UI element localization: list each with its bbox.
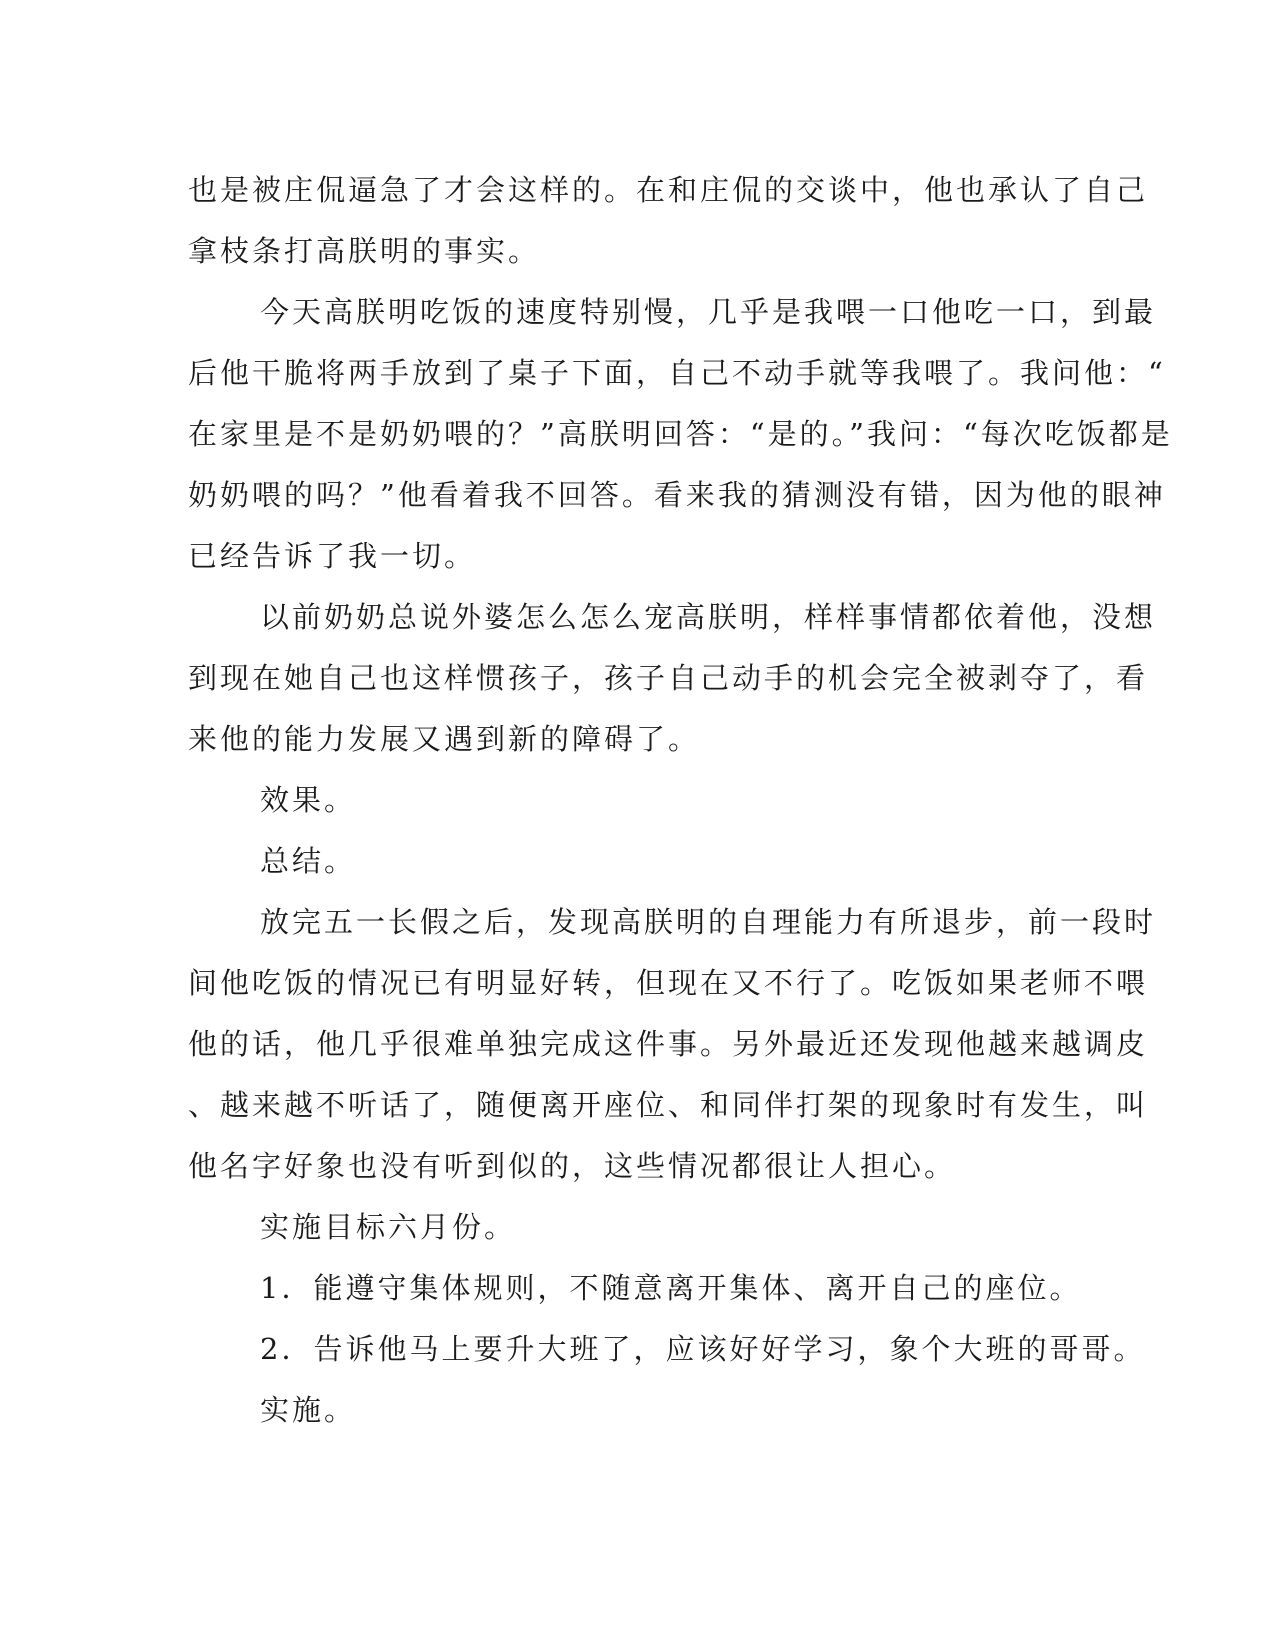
- text-line: 他名字好象也没有听到似的，这些情况都很让人担心。: [188, 1149, 957, 1183]
- text-line: 放完五一长假之后，发现高朕明的自理能力有所退步，前一段时: [260, 905, 1157, 939]
- text-line: 他的话，他几乎很难单独完成这件事。另外最近还发现他越来越调皮: [188, 1027, 1149, 1061]
- text-line: 奶奶喂的吗？”他看着我不回答。看来我的猜测没有错，因为他的眼神: [188, 478, 1166, 512]
- paragraph-summary: [188, 831, 1078, 892]
- text-line: 已经告诉了我一切。: [188, 539, 477, 573]
- text-line: 实施目标六月份。: [260, 1210, 517, 1244]
- text-line: 以前奶奶总说外婆怎么怎么宠高朕明，样样事情都依着他，没想: [260, 600, 1157, 634]
- text-line: 今天高朕明吃饭的速度特别慢，几乎是我喂一口他吃一口，到最: [260, 295, 1157, 329]
- text-line: 也是被庄侃逼急了才会这样的。在和庄侃的交谈中，他也承认了自己: [188, 173, 1149, 207]
- list-item-2: [188, 1319, 1146, 1380]
- text-line: 在家里是不是奶奶喂的？”高朕明回答：“是的。”我问：“每次吃饭都是: [188, 417, 1173, 451]
- paragraph-effect: [188, 770, 1078, 831]
- paragraph-6: [188, 892, 1157, 1197]
- paragraph-implement: [188, 1380, 1078, 1441]
- paragraph-2: [188, 282, 1173, 587]
- text-line: 到现在她自己也这样惯孩子，孩子自己动手的机会完全被剥夺了，看: [188, 661, 1149, 695]
- text-line: 1．能遵守集体规则，不随意离开集体、离开自己的座位。: [260, 1271, 1082, 1305]
- paragraph-1: [188, 160, 1149, 282]
- list-item-1: [188, 1258, 1082, 1319]
- paragraph-goal: [188, 1197, 1078, 1258]
- text-line: 、越来越不听话了，随便离开座位、和同伴打架的现象时有发生，叫: [188, 1088, 1149, 1122]
- text-line: 总结。: [260, 844, 357, 878]
- text-line: 间他吃饭的情况已有明显好转，但现在又不行了。吃饭如果老师不喂: [188, 966, 1149, 1000]
- text-line: 效果。: [260, 783, 357, 817]
- text-line: 实施。: [260, 1393, 357, 1427]
- text-line: 后他干脆将两手放到了桌子下面，自己不动手就等我喂了。我问他：“: [188, 356, 1166, 390]
- text-line: 2．告诉他马上要升大班了，应该好好学习，象个大班的哥哥。: [260, 1332, 1146, 1366]
- text-line: 来他的能力发展又遇到新的障碍了。: [188, 722, 701, 756]
- document-body: [188, 160, 1173, 1441]
- text-line: 拿枝条打高朕明的事实。: [188, 234, 541, 268]
- paragraph-3: [188, 587, 1157, 770]
